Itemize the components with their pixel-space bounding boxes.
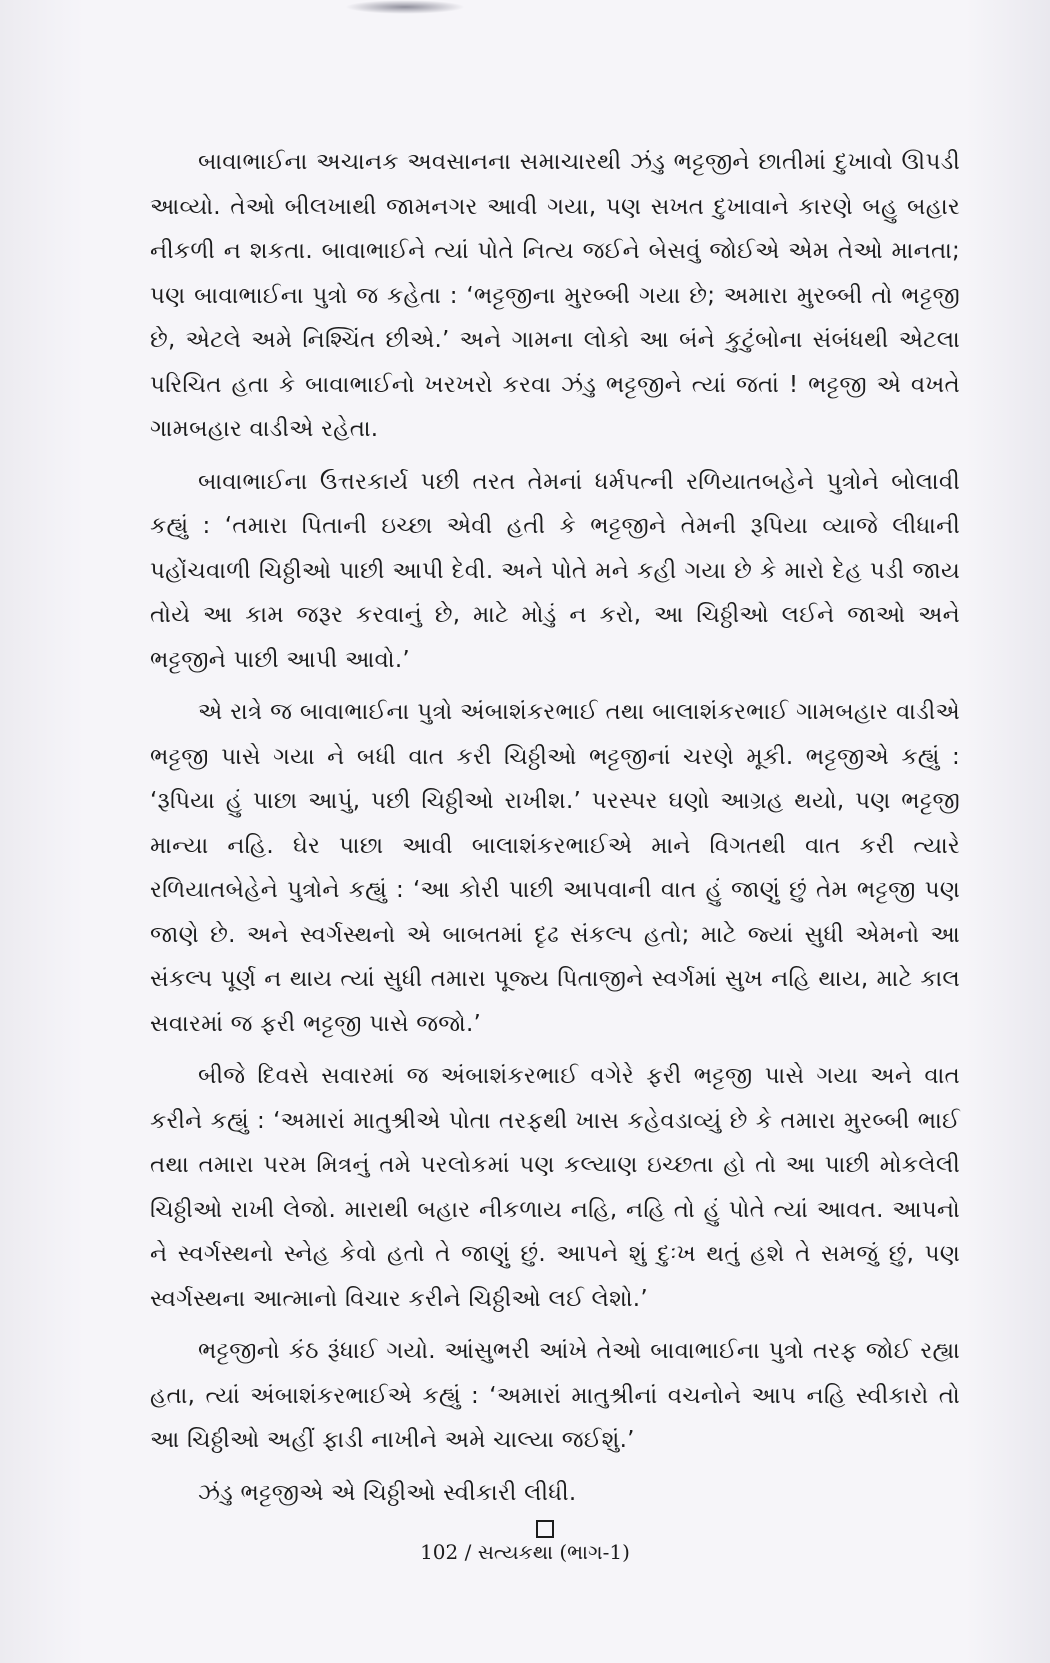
paragraph-2: બાવાભાઈના ઉત્તરકાર્ય પછી તરત તેમનાં ધર્મપત્ની રળિયાતબહેને પુત્રોને બોલાવી કહ્યું : ‘તમારા પિતાની ઇચ્છા એવી હતી કે ભટ્ટજીને તેમની રૂપિયા વ્યાજે લીધાની પહોંચવાળી ચિઠ્ઠીઓ પાછી આપી દેવી. અને પોતે મને કહી ગયા છે કે મારો દેહ પડી જાય તોયે આ કામ જરૂર કરવાનું છે, માટે મોડું ન કરો, આ ચિઠ્ઠીઓ લઈને જાઓ અને ભટ્ટજીને પાછી આપી આવો.’ [150,468,960,673]
paragraph-4: બીજે દિવસે સવારમાં જ અંબાશંકરભાઈ વગેરે ફરી ભટ્ટજી પાસે ગયા અને વાત કરીને કહ્યું : ‘અમારાં માતુશ્રીએ પોતા તરફથી ખાસ કહેવડાવ્યું છે કે તમારા મુરબ્બી ભાઈ તથા તમારા પરમ મિત્રનું તમે પરલોકમાં પણ કલ્યાણ ઇચ્છતા હો તો આ પાછી મોકલેલી ચિઠ્ઠીઓ રાખી લેજો. મારાથી બહાર નીકળાય નહિ, નહિ તો હું પોતે ત્યાં આવત. આપનો ને સ્વર્ગસ્થનો સ્નેહ કેવો હતો તે જાણું છું. આપને શું દુઃખ થતું હશે તે સમજું છું, પણ સ્વર્ગસ્થના આત્માનો વિચાર કરીને ચિઠ્ઠીઓ લઈ લેશો.’ [150,1063,960,1312]
paragraph-5: ભટ્ટજીનો કંઠ રૂંધાઈ ગયો. આંસુભરી આંખે તેઓ બાવાભાઈના પુત્રો તરફ જોઈ રહ્યા હતા, ત્યાં અંબાશંકરભાઈએ કહ્યું : ‘અમારાં માતુશ્રીનાં વચનોને આપ નહિ સ્વીકારો તો આ ચિઠ્ઠીઓ અહીં ફાડી નાખીને અમે ચાલ્યા જઈશું.’ [150,1338,960,1453]
paragraph-6: ઝંડુ ભટ્ટજીએ એ ચિઠ્ઠીઓ સ્વીકારી લીધી. [198,1479,577,1506]
section-end-mark [536,1520,554,1538]
page-footer: 102 / સત્યકથા (ભાગ-1) [420,1540,630,1564]
scan-smudge [345,0,465,14]
paragraph-1: બાવાભાઈના અચાનક અવસાનના સમાચારથી ઝંડુ ભટ્ટજીને છાતીમાં દુખાવો ઊપડી આવ્યો. તેઓ બીલખાથી જામનગર આવી ગયા, પણ સખત દુખાવાને કારણે બહુ બહાર નીકળી ન શકતા. બાવાભાઈને ત્યાં પોતે નિત્ય જઈને બેસવું જોઈએ એમ તેઓ માનતા; પણ બાવાભાઈના પુત્રો જ કહેતા : ‘ભટ્ટજીના મુરબ્બી ગયા છે; અમારા મુરબ્બી તો ભટ્ટજી છે, એટલે અમે નિશ્ચિંત છીએ.’ અને ગામના લોકો આ બંને કુટુંબોના સંબંધથી એટલા પરિચિત હતા કે બાવાભાઈનો ખરખરો કરવા ઝંડુ ભટ્ટજીને ત્યાં જતાં ! ભટ્ટજી એ વખતે ગામબહાર વાડીએ રહેતા. [150,149,960,442]
page-body [150,140,960,1523]
paragraph-3: એ રાત્રે જ બાવાભાઈના પુત્રો અંબાશંકરભાઈ તથા બાલાશંકરભાઈ ગામબહાર વાડીએ ભટ્ટજી પાસે ગયા ને બધી વાત કરી ચિઠ્ઠીઓ ભટ્ટજીનાં ચરણે મૂકી. ભટ્ટજીએ કહ્યું : ‘રૂપિયા હું પાછા આપું, પછી ચિઠ્ઠીઓ રાખીશ.’ પરસ્પર ઘણો આગ્રહ થયો, પણ ભટ્ટજી માન્યા નહિ. ઘેર પાછા આવી બાલાશંકરભાઈએ માને વિગતથી વાત કરી ત્યારે રળિયાતબેહેને પુત્રોને કહ્યું : ‘આ કોરી પાછી આપવાની વાત હું જાણું છું તેમ ભટ્ટજી પણ જાણે છે. અને સ્વર્ગસ્થનો એ બાબતમાં દૃઢ સંકલ્પ હતો; માટે જ્યાં સુધી એમનો આ સંકલ્પ પૂર્ણ ન થાય ત્યાં સુધી તમારા પૂજ્ય પિતાજીને સ્વર્ગમાં સુખ નહિ થાય, માટે કાલ સવારમાં જ ફરી ભટ્ટજી પાસે જજો.’ [150,699,960,1037]
